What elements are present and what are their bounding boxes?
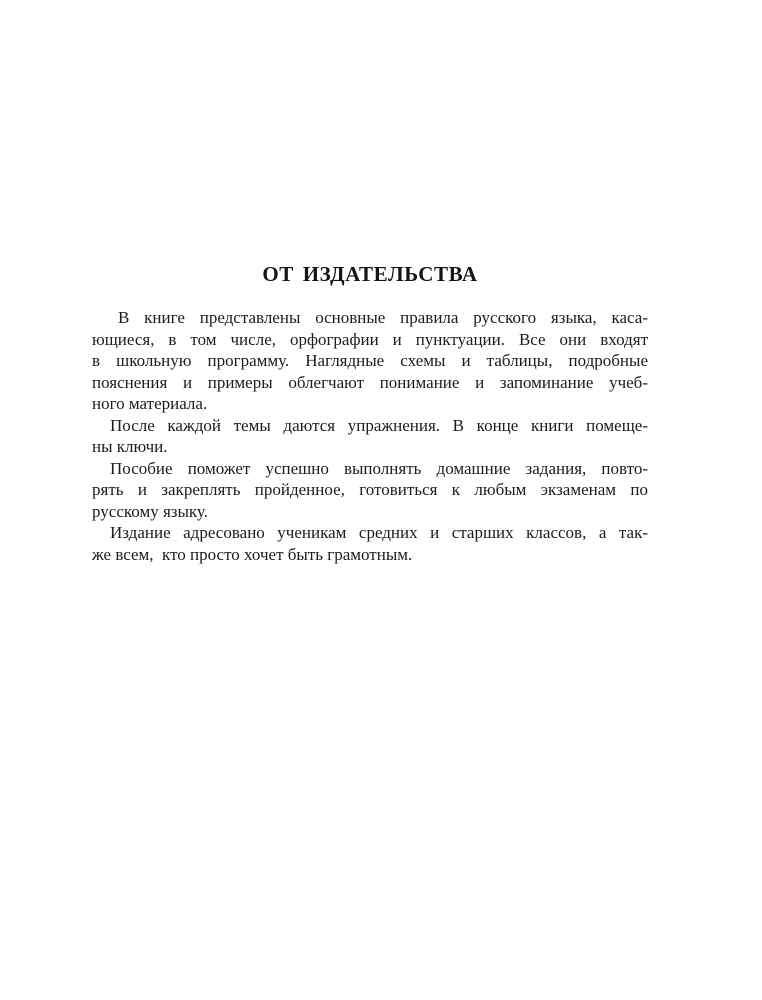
text-line: же всем, кто просто хочет быть грамотным. bbox=[92, 544, 413, 564]
text-line: ны ключи. bbox=[92, 437, 168, 456]
text-line: ющиеся, в том числе, орфографии и пунктуации. Все они входят bbox=[92, 329, 648, 349]
page-content bbox=[92, 261, 648, 565]
text-line: в школьную программу. Наглядные схемы и таблицы, подробные bbox=[92, 351, 648, 370]
paragraph bbox=[92, 522, 648, 565]
text-line: русскому языку. bbox=[92, 501, 208, 521]
paragraph bbox=[92, 415, 648, 458]
text-line: После каждой темы даются упражнения. В конце книги помеще- bbox=[110, 415, 648, 435]
paragraph bbox=[92, 307, 648, 415]
text-line: В книге представлены основные правила русского языка, каса- bbox=[118, 308, 648, 327]
text-line: ного материала. bbox=[92, 394, 208, 413]
text-line: Пособие поможет успешно выполнять домашние задания, повто- bbox=[110, 458, 648, 478]
text-line: Издание адресовано ученикам средних и старших классов, а так- bbox=[110, 523, 648, 542]
text-line: рять и закреплять пройденное, готовиться к любым экзаменам по bbox=[92, 480, 648, 499]
page-title: ОТ ИЗДАТЕЛЬСТВА bbox=[262, 262, 478, 286]
paragraph bbox=[92, 458, 648, 523]
text-line: пояснения и примеры облегчают понимание и запоминание учеб- bbox=[92, 372, 648, 392]
body-text bbox=[92, 307, 648, 565]
